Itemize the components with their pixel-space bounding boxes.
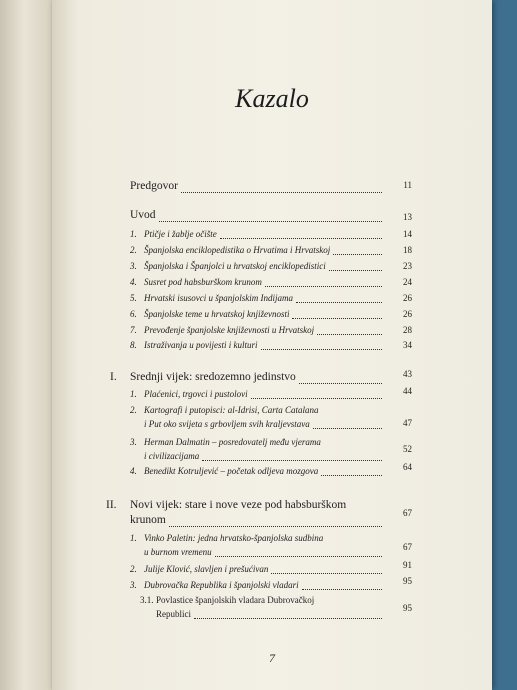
leader-dots (159, 209, 382, 222)
leader-dots (181, 180, 382, 193)
toc-entry-title: Dubrovačka Republika i španjolski vladari (144, 580, 299, 590)
leader-dots (296, 293, 382, 303)
toc-entry-number: 5. (130, 293, 137, 303)
facing-page-edge (0, 0, 60, 690)
toc-entry-title: Novi vijek: stare i nove veze pod habsburškom (130, 499, 347, 511)
toc-entry-number: I. (110, 371, 117, 383)
leader-dots (202, 451, 382, 461)
leader-dots (169, 514, 382, 527)
toc-entry-title: i civilizacijama (144, 451, 200, 461)
toc-entry-number: 7. (130, 325, 137, 335)
toc-page-number: 95 (403, 576, 412, 586)
toc-page-number: 95 (403, 603, 412, 613)
leader-dots (220, 229, 382, 239)
toc-entry-number: 1. (130, 533, 137, 543)
toc-page-number: 23 (403, 261, 412, 271)
toc-entry-title: Predgovor (130, 180, 178, 192)
toc-entry-title: Republici (156, 609, 191, 619)
page-title: Kazalo (235, 84, 309, 113)
leader-dots (194, 609, 382, 619)
toc-entry-title: Benedikt Kotruljević – početak odljeva mozgova (144, 466, 319, 476)
toc-entry-title: Herman Dalmatin – posredovatelj među vjerama (144, 437, 321, 447)
toc-entry-number: 6. (130, 309, 137, 319)
leader-dots (333, 245, 382, 255)
toc-entry-title: Španjolska enciklopedistika o Hrvatima i Hrvatskoj (144, 245, 331, 255)
toc-page-number: 91 (403, 560, 412, 570)
toc-entry-title: Prevođenje španjolske književnosti u Hrvatskoj (144, 325, 315, 335)
toc-page-number: 11 (403, 180, 412, 190)
toc-entry-title: Vinko Paletin: jedna hrvatsko-španjolska sudbina (144, 533, 324, 543)
toc-entry-number: 1. (130, 389, 137, 399)
toc-entry-title: Uvod (130, 209, 156, 221)
leader-dots (329, 261, 382, 271)
leader-dots (313, 419, 382, 429)
toc-entry-title: Hrvatski isusovci u španjolskim Indijama (144, 293, 293, 303)
toc-entry-number: 4. (130, 466, 137, 476)
leader-dots (292, 309, 382, 319)
toc-entry-number: 3. (130, 580, 137, 590)
toc-entry-title: Julije Klović, slavljen i prešućivan (144, 564, 269, 574)
toc-page-number: 26 (403, 309, 412, 319)
toc-page-number: 47 (403, 418, 412, 428)
leader-dots (271, 564, 382, 574)
toc-entry-title: Kartografi i putopisci: al-Idrisi, Carta Catalana (144, 405, 319, 415)
toc-page-number: 13 (403, 212, 412, 222)
toc-entry-title: Ptičje i žablje očište (144, 229, 217, 239)
toc-entry-number: 4. (130, 277, 137, 287)
toc-entry-number: 2. (130, 245, 137, 255)
toc-page-number: 44 (403, 386, 412, 396)
toc-entry-title: Susret pod habsburškom krunom (144, 277, 262, 287)
toc-entry-number: II. (106, 499, 117, 511)
toc-page-number: 34 (403, 340, 412, 350)
toc-page-number: 52 (403, 444, 412, 454)
book-page (52, 0, 492, 690)
toc-entry-number: 3. (130, 261, 137, 271)
toc-page-number: 67 (403, 508, 412, 518)
toc-entry-title: u burnom vremenu (144, 547, 212, 557)
leader-dots (251, 389, 382, 399)
toc-entry-title: Španjolska i Španjolci u hrvatskoj enciklopedistici (144, 261, 326, 271)
toc-page-number: 64 (403, 462, 412, 472)
toc-entry-title: Istraživanja u povijesti i kulturi (144, 340, 258, 350)
leader-dots (299, 371, 382, 384)
toc-entry-title: Povlastice španjolskih vladara Dubrovačkoj (156, 595, 315, 605)
leader-dots (302, 580, 382, 590)
toc-page-number: 24 (403, 277, 412, 287)
toc-page-number: 67 (403, 542, 412, 552)
leader-dots (215, 547, 382, 557)
leader-dots (321, 466, 382, 476)
toc-entry-number: 2. (130, 405, 137, 415)
toc-entry-number: 3.1. (140, 595, 154, 605)
leader-dots (261, 340, 383, 350)
toc-page-number: 26 (403, 293, 412, 303)
toc-entry-number: 8. (130, 340, 137, 350)
toc-entry-number: 3. (130, 437, 137, 447)
toc-page-number: 43 (403, 369, 412, 379)
page-number: 7 (269, 651, 275, 665)
toc-entry-number: 1. (130, 229, 137, 239)
toc-entry-title: krunom (130, 514, 166, 526)
toc-entry-number: 2. (130, 564, 137, 574)
toc-entry-title: Srednji vijek: sredozemno jedinstvo (130, 371, 296, 383)
toc-page-number: 28 (403, 325, 412, 335)
toc-page-number: 14 (403, 229, 412, 239)
leader-dots (265, 277, 382, 287)
toc-entry-title: Plaćenici, trgovci i pustolovi (144, 389, 248, 399)
toc-entry-title: i Put oko svijeta s grbovljem svih kraljevstava (144, 419, 310, 429)
leader-dots (317, 325, 382, 335)
toc-page-number: 18 (403, 245, 412, 255)
toc-entry-title: Španjolske teme u hrvatskoj književnosti (144, 309, 290, 319)
